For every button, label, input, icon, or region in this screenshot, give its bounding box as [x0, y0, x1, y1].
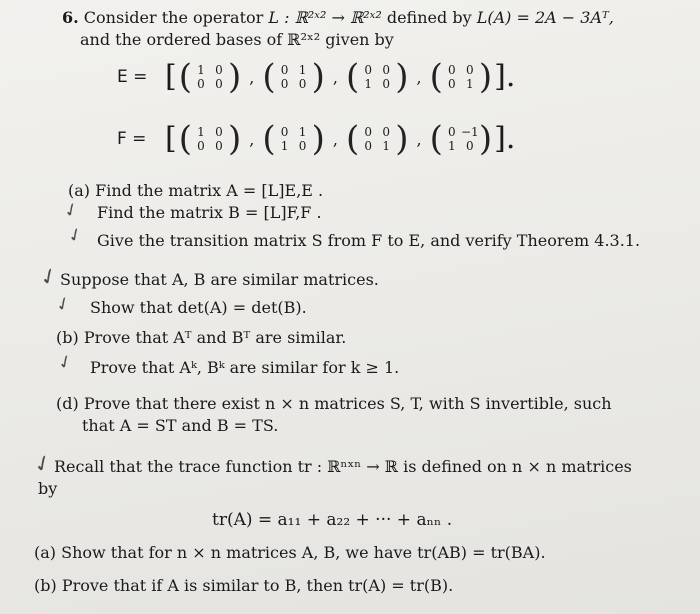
- problem-6-part-c: Give the transition matrix S from F to E, and verify Theorem 4.3.1.: [97, 231, 641, 250]
- basis-f-matrix-3-entry: 0: [364, 139, 373, 153]
- basis-f-matrix-3-entry: 0: [364, 125, 373, 139]
- problem-6-line-2: and the ordered bases of ℝ²ˣ² given by: [80, 30, 394, 49]
- problem-6-intro-a: Consider the operator: [83, 8, 264, 27]
- problem-7-part-d-line-2: that A = ST and B = TS.: [82, 416, 279, 435]
- check-mark-8: ✓: [29, 449, 57, 480]
- problem-6-definition: L(A) = 2A − 3Aᵀ,: [476, 8, 614, 27]
- problem-6-part-a: (a) Find the matrix A = [L]E,E .: [68, 181, 324, 200]
- basis-e-row: E = [ ( 1 0 0 0 ) , ( 0 1 0 0 ) , ( 0 0 1 0 ) , ( 0 0 0 1 ) ].: [117, 57, 516, 97]
- basis-e-matrix-2: ( 0 1 0 0 ): [262, 57, 325, 97]
- problem-7-part-d-line-1: (d) Prove that there exist n × n matrices S, T, with S invertible, such: [56, 394, 612, 413]
- basis-f-matrix-2-entry: 1: [298, 125, 307, 139]
- basis-f-matrix-4-entry: −1: [461, 125, 479, 139]
- check-mark-6c: ✓: [64, 222, 87, 249]
- basis-e-matrix-4-entry: 1: [466, 77, 474, 91]
- basis-f-matrix-1: ( 1 0 0 0 ): [178, 119, 242, 159]
- basis-e-matrix-4-entry: 0: [448, 63, 456, 77]
- basis-f-row: F = [ ( 1 0 0 0 ) , ( 0 1 1 0 ) , ( 0 0 0 1 ) , ( 0 −1 1 0 ) ].: [117, 119, 516, 159]
- problem-7-part-c: Prove that Aᵏ, Bᵏ are similar for k ≥ 1.: [90, 358, 400, 377]
- problem-7-part-b: (b) Prove that Aᵀ and Bᵀ are similar.: [56, 328, 347, 347]
- basis-f-matrix-1-entry: 0: [197, 139, 205, 153]
- basis-f-matrix-3-entry: 1: [382, 139, 391, 153]
- basis-f-matrix-1-entry: 0: [215, 125, 223, 139]
- problem-6-operator: L : ℝ²ˣ² → ℝ²ˣ²: [268, 8, 382, 27]
- basis-e-matrix-1-entry: 0: [215, 77, 223, 91]
- basis-e-matrix-3-entry: 1: [364, 77, 373, 91]
- problem-7-intro-text: Suppose that A, B are similar matrices.: [60, 270, 379, 289]
- basis-f-matrices: ( 1 0 0 0 ) , ( 0 1 1 0 ) , ( 0 0 0 1 ) , ( 0 −1 1 0 ): [178, 119, 493, 159]
- basis-e-matrix-2-entry: 0: [280, 63, 289, 77]
- problem-7-intro: [60, 270, 379, 290]
- basis-f-matrix-2-entry: 0: [280, 125, 289, 139]
- problem-8-part-b: (b) Prove that if A is similar to B, then tr(A) = tr(B).: [34, 576, 454, 595]
- basis-e-matrix-3-entry: 0: [382, 77, 391, 91]
- problem-8-intro-text: Recall that the trace function tr : ℝⁿˣⁿ → ℝ is defined on n × n matrices: [54, 457, 632, 476]
- problem-6-intro-b: defined by: [386, 8, 472, 27]
- basis-f-label: F =: [117, 129, 147, 149]
- trace-formula: tr(A) = a₁₁ + a₂₂ + ··· + aₙₙ .: [212, 510, 453, 530]
- basis-e-matrices: ( 1 0 0 0 ) , ( 0 1 0 0 ) , ( 0 0 1 0 ) , ( 0 0 0 1 ): [178, 57, 493, 97]
- basis-f-matrix-3-entry: 0: [382, 125, 391, 139]
- basis-e-matrix-4-entry: 0: [466, 63, 474, 77]
- basis-f-matrix-2-entry: 0: [298, 139, 307, 153]
- basis-f-matrix-2-entry: 1: [280, 139, 289, 153]
- problem-7-part-a: Show that det(A) = det(B).: [90, 298, 307, 317]
- basis-e-matrix-1: ( 1 0 0 0 ): [178, 57, 242, 97]
- problem-6-line-1: [62, 8, 614, 28]
- basis-e-matrix-2-entry: 0: [298, 77, 307, 91]
- basis-f-matrix-3: ( 0 0 0 1 ): [345, 119, 409, 159]
- basis-e-matrix-4-entry: 0: [448, 77, 456, 91]
- basis-f-matrix-1-entry: 1: [197, 125, 205, 139]
- basis-e-label: E =: [117, 67, 148, 87]
- basis-f-matrix-4-entry: 0: [466, 139, 474, 153]
- basis-e-matrix-2-entry: 0: [280, 77, 289, 91]
- basis-e-matrix-4: ( 0 0 0 1 ): [429, 57, 493, 97]
- basis-f-matrix-2: ( 0 1 1 0 ): [262, 119, 325, 159]
- basis-f-matrix-4: ( 0 −1 1 0 ): [429, 119, 493, 159]
- basis-e-matrix-1-entry: 0: [197, 77, 205, 91]
- basis-e-matrix-1-entry: 0: [215, 63, 223, 77]
- problem-8-part-a: (a) Show that for n × n matrices A, B, we have tr(AB) = tr(BA).: [34, 543, 546, 562]
- basis-e-matrix-3: ( 0 0 1 0 ): [345, 57, 409, 97]
- problem-6-part-b: Find the matrix B = [L]F,F .: [97, 203, 322, 222]
- basis-f-matrix-1-entry: 0: [215, 139, 223, 153]
- basis-e-matrix-3-entry: 0: [364, 63, 373, 77]
- check-mark-7: ✓: [35, 262, 63, 293]
- basis-e-matrix-1-entry: 1: [197, 63, 205, 77]
- check-mark-6b: ✓: [60, 197, 83, 224]
- problem-8-intro-line-2: by: [38, 479, 58, 498]
- check-mark-7c: ✓: [54, 349, 77, 376]
- basis-f-matrix-4-entry: 0: [448, 125, 456, 139]
- check-mark-7a: ✓: [52, 291, 75, 318]
- problem-8-intro-line-1: [54, 457, 632, 477]
- basis-e-matrix-3-entry: 0: [382, 63, 391, 77]
- basis-e-matrix-2-entry: 1: [298, 63, 307, 77]
- problem-6-number: 6.: [62, 8, 79, 27]
- basis-f-matrix-4-entry: 1: [448, 139, 456, 153]
